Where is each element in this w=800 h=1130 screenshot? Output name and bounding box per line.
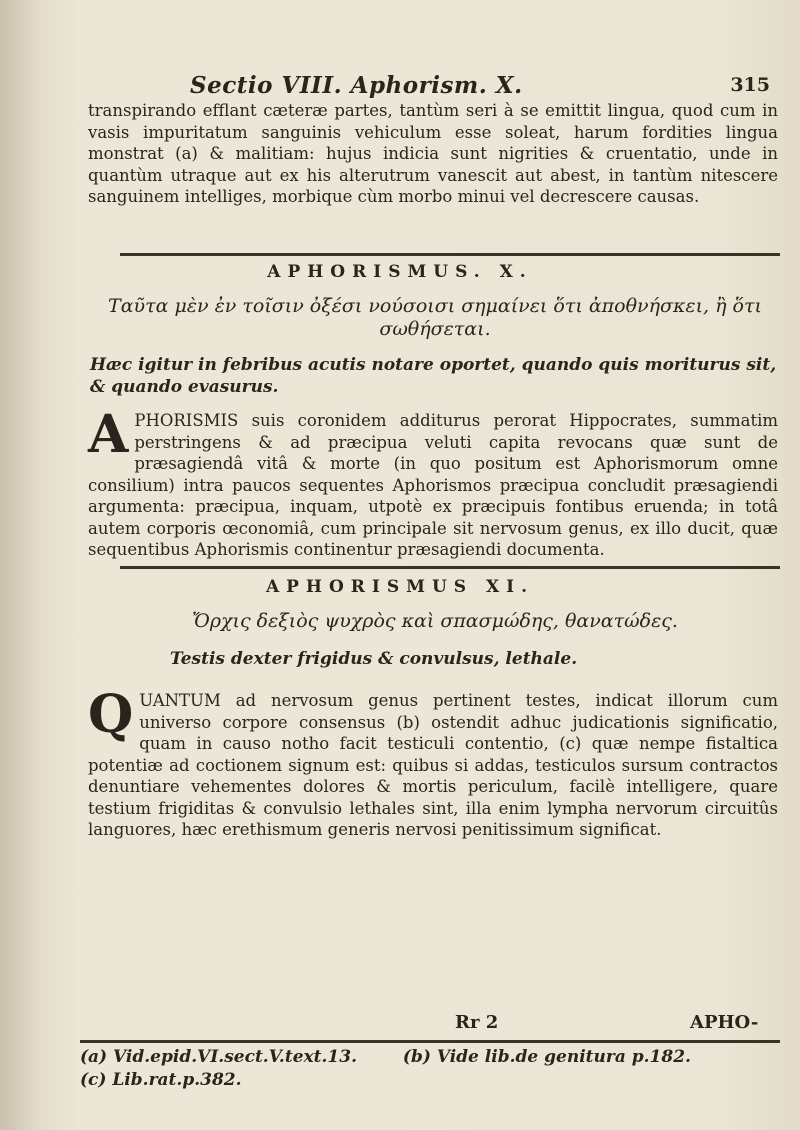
aphorism-x-commentary: [88, 404, 778, 561]
aphorism-x-greek: Ταῦτα μὲν ἐν τοῖσιν ὀξέσι νούσοισι σημαίνει ὅτι ἀποθνήσκει, ἢ ὅτι σωθήσεται.: [108, 295, 762, 340]
aphorism-xi-greek: Ὄρχις δεξιὸς ψυχρὸς καὶ σπασμώδης, θανατώδες.: [192, 610, 678, 632]
aphorism-x-commentary-text: PHORISMIS suis coronidem additurus perorat Hippocrates, summatim perstringens & ad præcipua veluti capita revocans quæ sunt de præsagiendâ vitâ & morte (in quo positum est Aphorismorum omne consilium) intra paucos sequentes Aphorismos præcipua concludit præsagiendi argumenta: præcipua, inquam, utpotè ex præcipuis fontibus eruenda; in totâ autem corporis œconomiâ, cum principale sit nervosum genus, ex illo ducit, quæ sequentibus Aphorismis continentur præsagiendi documenta.: [88, 411, 778, 559]
section-rule: [120, 253, 780, 256]
aphorism-x-heading: APHORISMUS. X.: [267, 262, 533, 282]
aphorism-xi-commentary: [88, 684, 778, 841]
footnote-row-1: [80, 1046, 780, 1069]
dropcap-a: A: [88, 404, 129, 465]
section-rule-2: [120, 566, 780, 569]
intro-paragraph: transpirando efflant cæteræ partes, tantùm seri à se emittit lingua, quod cum in vasis impuritatum sanguinis vehiculum esse soleat, harum fordities lingua monstrat (a) & malitiam: hujus indicia sunt nigrities & cruentatio, unde in quantùm utraque aut ex his alterutrum vanescit aut abest, in tantùm nitescere sanguinem intelliges, morbique cùm morbo minui vel decrescere causas.: [88, 101, 778, 206]
aphorism-xi-commentary-text: UANTUM ad nervosum genus pertinent testes, indicat illorum cum universo corpore consensus (b) ostendit adhuc judicationis significatio, quam in causo notho facit testiculi contentio, (c) quæ nempe fistaltica potentiæ ad coctionem signum est: quibus si addas, testiculos sursum contractos denuntiare vehementes dolores & mortis periculum, facilè intelligere, quare testium frigiditas & convulsio lethales sint, illa enim lympha nervorum circuitûs languores, hæc erethismum generis nervosi penitissimum significat.: [88, 691, 778, 839]
footnote-a: (a) Vid.epid.VI.sect.V.text.13.: [80, 1047, 357, 1067]
footnote-c: (c) Lib.rat.p.382.: [80, 1070, 242, 1090]
footnote-row-2: [80, 1069, 780, 1092]
aphorism-xi-heading: APHORISMUS XI.: [265, 577, 535, 597]
aphorism-xi-latin: Testis dexter frigidus & convulsus, lethale.: [170, 649, 578, 669]
signature-mark: Rr 2: [455, 1012, 499, 1033]
footnote-rule: [80, 1040, 780, 1043]
footnote-b: (b) Vide lib.de genitura p.182.: [402, 1047, 691, 1067]
aphorism-x-latin: Hæc igitur in febribus acutis notare oportet, quando quis moriturus sit, & quando evasurus.: [90, 355, 777, 397]
catchline: [0, 1012, 800, 1036]
catchword: APHO-: [690, 1012, 759, 1033]
footnotes: [80, 1046, 780, 1092]
page-number: 315: [730, 74, 770, 96]
running-head: [190, 72, 770, 102]
dropcap-q: Q: [88, 684, 134, 745]
running-head-title: Sectio VIII. Aphorism. X.: [190, 72, 523, 99]
